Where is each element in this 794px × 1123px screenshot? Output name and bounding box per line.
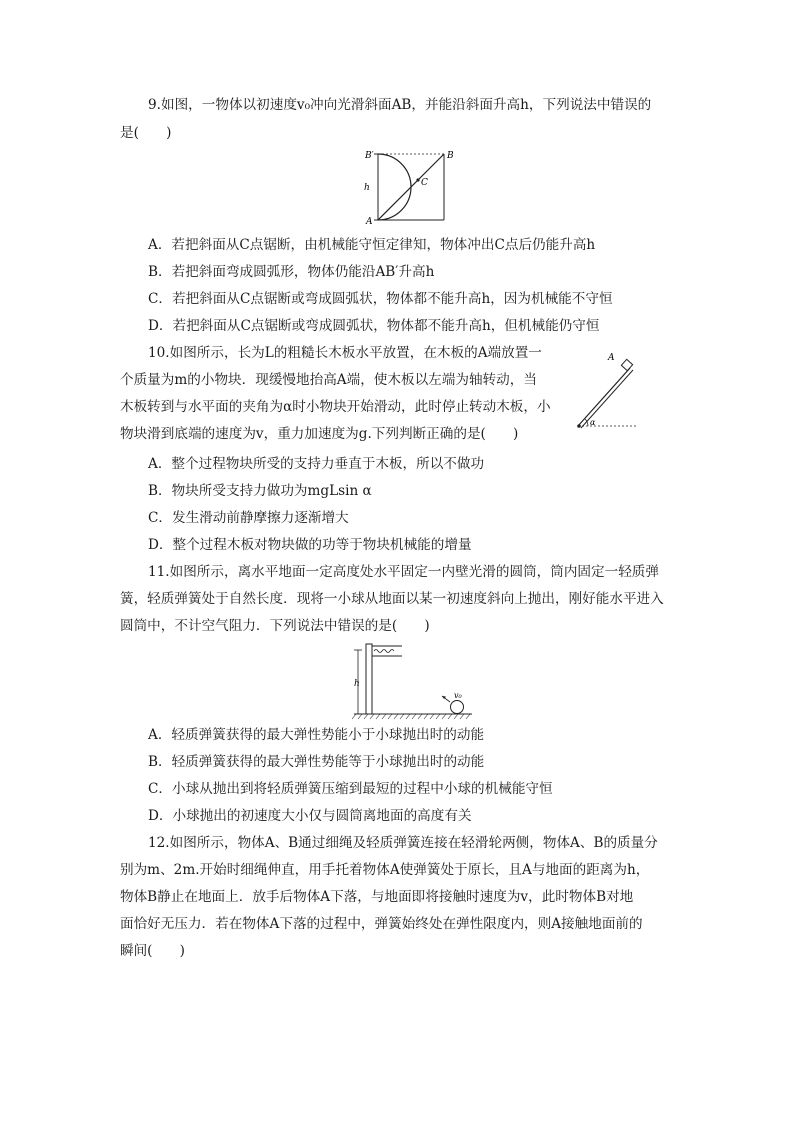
- q9-incline-figure: [360, 146, 460, 226]
- q9-stem-line-2: 是( ): [120, 125, 172, 141]
- q9-label-c: C: [421, 178, 428, 188]
- q9-label-b-prime: B′: [365, 151, 374, 161]
- q11-tube-figure: [346, 640, 476, 720]
- q10-board-figure: [572, 346, 642, 432]
- q10-option-d: D．整个过程木板对物块做的功等于物块机械能的增量: [148, 537, 472, 553]
- q11-stem-line-1: 11.如图所示，离水平地面一定高度处水平固定一内壁光滑的圆筒，筒内固定一轻质弹: [148, 564, 659, 580]
- q12-stem-line-4: 面恰好无压力．若在物体A下落的过程中，弹簧始终处在弹性限度内，则A接触地面前的: [120, 916, 643, 932]
- q12-stem-line-5: 瞬间( ): [120, 943, 185, 959]
- q9-label-a: A: [366, 217, 373, 226]
- q11-label-h: h: [354, 679, 360, 689]
- q10-stem-line-3: 木板转到与水平面的夹角为α时小物块开始滑动，此时停止转动木板，小: [120, 399, 551, 415]
- q10-option-b: B．物块所受支持力做功为mgLsin α: [148, 483, 372, 499]
- q10-label-a: A: [608, 353, 615, 363]
- q9-stem-line-1: 9.如图，一物体以初速度v₀冲向光滑斜面AB，并能沿斜面升高h，下列说法中错误的: [148, 97, 652, 113]
- q10-option-a: A．整个过程物块所受的支持力垂直于木板，所以不做功: [148, 456, 485, 472]
- q12-stem-line-1: 12.如图所示，物体A、B通过细绳及轻质弹簧连接在轻滑轮两侧，物体A、B的质量分: [148, 835, 658, 851]
- q10-label-alpha: α: [590, 418, 596, 427]
- q11-stem-line-3: 圆筒中，不计空气阻力．下列说法中错误的是( ): [120, 618, 430, 634]
- q10-stem-line-2: 个质量为m的小物块．现缓慢地抬高A端，使木板以左端为轴转动，当: [120, 372, 537, 388]
- q10-stem-line-1: 10.如图所示，长为L的粗糙长木板水平放置，在木板的A端放置一: [148, 345, 542, 361]
- q11-option-c: C．小球从抛出到将轻质弹簧压缩到最短的过程中小球的机械能守恒: [148, 781, 553, 797]
- q11-label-v0: v₀: [454, 691, 462, 700]
- q9-option-c: C．若把斜面从C点锯断或弯成圆弧状，物体都不能升高h，因为机械能不守恒: [148, 291, 613, 307]
- q11-option-a: A．轻质弹簧获得的最大弹性势能小于小球抛出时的动能: [148, 727, 485, 743]
- q12-stem-line-2: 别为m、2m.开始时细绳伸直，用手托着物体A使弹簧处于原长，且A与地面的距离为h，: [120, 862, 650, 878]
- q10-option-c: C．发生滑动前静摩擦力逐渐增大: [148, 510, 349, 526]
- q12-stem-line-3: 物体B静止在地面上．放手后物体A下落，与地面即将接触时速度为v，此时物体B对地: [120, 889, 634, 905]
- q9-option-d: D．若把斜面从C点锯断或弯成圆弧状，物体都不能升高h，但机械能仍守恒: [148, 318, 600, 334]
- q11-option-b: B．轻质弹簧获得的最大弹性势能等于小球抛出时的动能: [148, 754, 485, 770]
- q9-label-h: h: [364, 183, 370, 193]
- q9-option-b: B．若把斜面弯成圆弧形，物体仍能沿AB′升高h: [148, 264, 435, 280]
- q9-label-b: B: [447, 151, 454, 161]
- q9-option-a: A．若把斜面从C点锯断，由机械能守恒定律知，物体冲出C点后仍能升高h: [148, 237, 596, 253]
- q11-stem-line-2: 簧，轻质弹簧处于自然长度．现将一小球从地面以某一初速度斜向上抛出，刚好能水平进入: [120, 591, 664, 607]
- q11-option-d: D．小球抛出的初速度大小仅与圆筒离地面的高度有关: [148, 808, 472, 824]
- q10-stem-line-4: 物块滑到底端的速度为v，重力加速度为g.下列判断正确的是( ): [120, 426, 519, 442]
